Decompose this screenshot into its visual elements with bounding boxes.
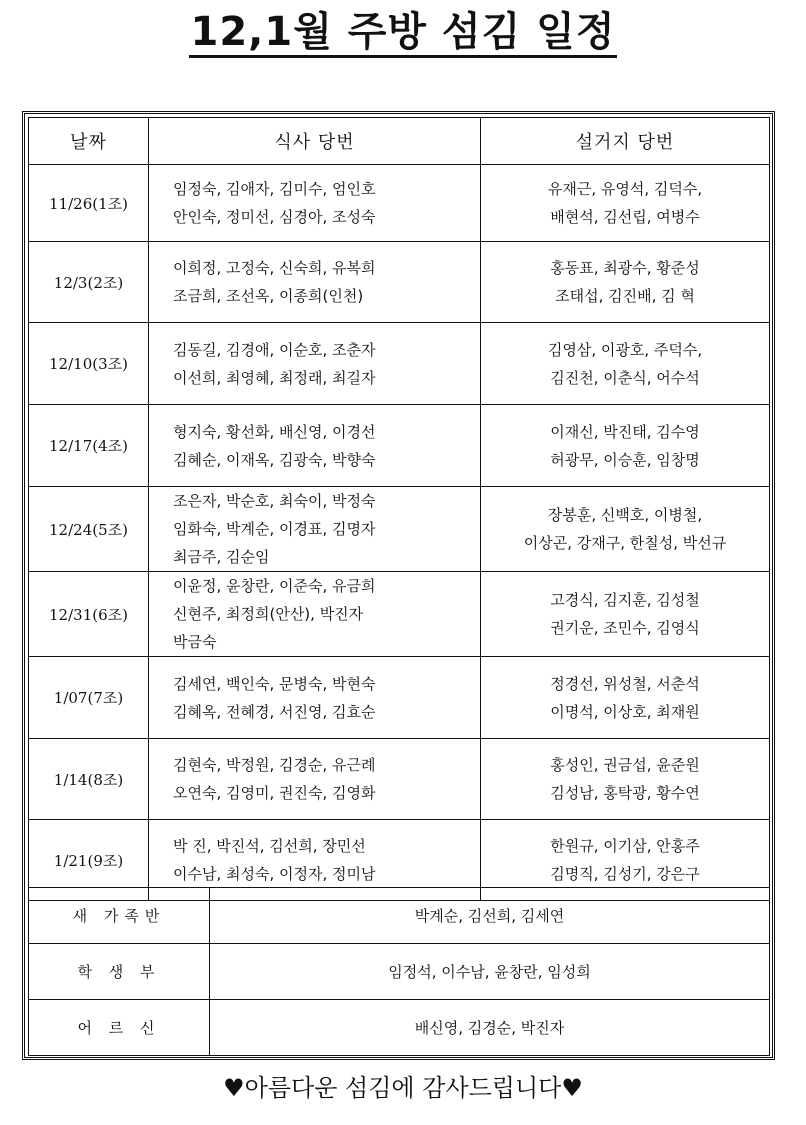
closing-message: [0, 1068, 806, 1108]
dish-line: 김진천, 이춘식, 어수석: [550, 368, 700, 387]
meal-line: 이수남, 최성숙, 이정자, 정미남: [173, 865, 376, 883]
page-title: [0, 6, 806, 58]
meal-cell: [149, 739, 481, 820]
meal-line: 이선희, 최영혜, 최정래, 최길자: [173, 368, 376, 387]
meal-line: 오연숙, 김영미, 권진숙, 김영화: [173, 784, 376, 802]
group-row: [29, 1000, 770, 1056]
header-dish: 설거지 당번: [481, 118, 770, 165]
meal-cell: [149, 405, 481, 487]
meal-line: 임화숙, 박계순, 이경표, 김명자: [173, 520, 376, 538]
dish-cell: [481, 572, 770, 657]
meal-line: 조은자, 박순호, 최숙이, 박정숙: [173, 492, 376, 510]
table-row: [29, 739, 770, 820]
date-cell: 12/31(6조): [29, 572, 149, 657]
meal-cell: [149, 323, 481, 405]
dish-line: 정경선, 위성철, 서춘석: [550, 674, 700, 693]
group-label: 어 르 신: [29, 1000, 210, 1056]
meal-line: 이희정, 고정숙, 신숙희, 유복희: [173, 259, 376, 277]
header-date: 날짜: [29, 118, 149, 165]
meal-cell: [149, 572, 481, 657]
dish-line: 한원규, 이기삼, 안홍주: [550, 837, 700, 855]
table-row: [29, 405, 770, 487]
closing-text: 아름다운 섬김에 감사드립니다: [244, 1074, 562, 1102]
meal-cell: [149, 657, 481, 739]
dish-cell: [481, 657, 770, 739]
meal-line: 박 진, 박진석, 김선희, 장민선: [173, 837, 366, 855]
meal-line: 김혜옥, 전혜경, 서진영, 김효순: [173, 702, 376, 721]
schedule-sheet: [22, 111, 775, 1060]
meal-line: 김현숙, 박정원, 김경순, 유근례: [173, 756, 376, 774]
header-meal: 식사 당번: [149, 118, 481, 165]
table-row: [29, 242, 770, 323]
meal-line: 임정숙, 김애자, 김미수, 엄인호: [173, 180, 376, 198]
meal-cell: [149, 242, 481, 323]
dish-cell: [481, 242, 770, 323]
dish-line: 이재신, 박진태, 김수영: [550, 422, 700, 441]
group-names: 박계순, 김선희, 김세연: [210, 888, 770, 944]
table-row: [29, 572, 770, 657]
dish-cell: [481, 487, 770, 572]
heart-icon: ♥: [223, 1074, 245, 1102]
dish-line: 김명직, 김성기, 강은구: [550, 865, 700, 883]
page-title-text: 12,1월 주방 섬김 일정: [189, 9, 618, 58]
dish-line: 이명석, 이상호, 최재원: [550, 702, 700, 721]
date-cell: 12/24(5조): [29, 487, 149, 572]
table-row: [29, 165, 770, 242]
group-label: 학 생 부: [29, 944, 210, 1000]
group-label: 새 가족반: [29, 888, 210, 944]
dish-line: 홍성인, 권금섭, 윤준원: [550, 756, 700, 774]
meal-cell: [149, 165, 481, 242]
dish-line: 권기운, 조민수, 김영식: [550, 619, 700, 637]
group-names: 배신영, 김경순, 박진자: [210, 1000, 770, 1056]
meal-line: 박금숙: [173, 633, 217, 651]
group-row: [29, 888, 770, 944]
date-cell: 1/07(7조): [29, 657, 149, 739]
meal-line: 최금주, 김순임: [173, 548, 270, 566]
dish-line: 조태섭, 김진배, 김 혁: [555, 287, 695, 305]
dish-cell: [481, 739, 770, 820]
meal-line: 안인숙, 정미선, 심경아, 조성숙: [173, 208, 376, 226]
meal-line: 김혜순, 이재옥, 김광숙, 박향숙: [173, 450, 376, 469]
header-row: [29, 118, 770, 165]
date-cell: 12/10(3조): [29, 323, 149, 405]
table-row: [29, 323, 770, 405]
dish-line: 허광무, 이승훈, 임창명: [550, 450, 700, 469]
meal-cell: [149, 487, 481, 572]
dish-line: 고경식, 김지훈, 김성철: [550, 591, 700, 609]
group-table: [28, 887, 770, 1056]
meal-line: 조금희, 조선옥, 이종희(인천): [173, 287, 364, 305]
group-names: 임정석, 이수남, 윤창란, 임성희: [210, 944, 770, 1000]
meal-line: 신현주, 최정희(안산), 박진자: [173, 605, 364, 623]
group-row: [29, 944, 770, 1000]
date-cell: 1/14(8조): [29, 739, 149, 820]
date-cell: 12/3(2조): [29, 242, 149, 323]
dish-line: 배현석, 김선립, 여병수: [550, 208, 700, 226]
meal-line: 이윤정, 윤창란, 이준숙, 유금희: [173, 577, 376, 595]
dish-line: 이상곤, 강재구, 한칠성, 박선규: [523, 534, 727, 552]
dish-cell: [481, 405, 770, 487]
table-row: [29, 657, 770, 739]
meal-line: 김세연, 백인숙, 문병숙, 박현숙: [173, 674, 376, 693]
meal-line: 형지숙, 황선화, 배신영, 이경선: [173, 422, 376, 441]
table-row: [29, 487, 770, 572]
date-cell: 11/26(1조): [29, 165, 149, 242]
dish-line: 유재근, 유영석, 김덕수,: [547, 180, 703, 198]
dish-line: 홍동표, 최광수, 황준성: [550, 259, 700, 277]
date-cell: 1/21(9조): [29, 820, 149, 901]
dish-line: 장봉훈, 신백호, 이병철,: [547, 506, 703, 524]
dish-cell: [481, 165, 770, 242]
schedule-table: [28, 117, 770, 901]
dish-cell: [481, 323, 770, 405]
heart-icon: ♥: [561, 1074, 583, 1102]
dish-line: 김영삼, 이광호, 주덕수,: [547, 340, 703, 359]
dish-line: 김성남, 홍탁광, 황수연: [550, 784, 700, 802]
meal-line: 김동길, 김경애, 이순호, 조춘자: [173, 340, 376, 359]
date-cell: 12/17(4조): [29, 405, 149, 487]
